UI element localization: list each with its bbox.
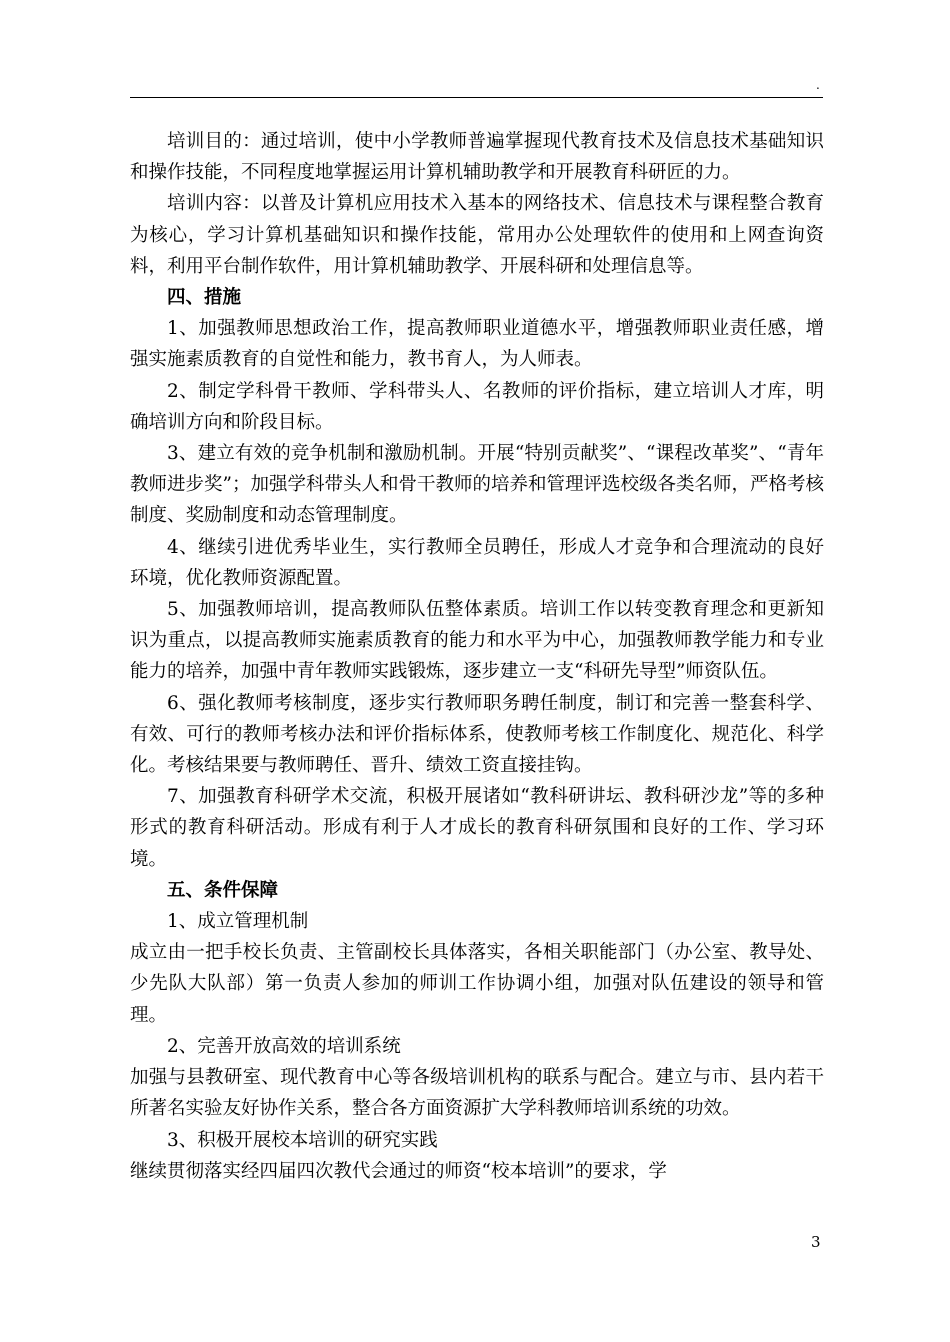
paragraph-training-system: 加强与县教研室、现代教育中心等各级培训机构的联系与配合。建立与市、县内若干所著名实验友好协作关系，整合各方面资源扩大学科教师培训系统的功效。 — [130, 1067, 824, 1120]
paragraph-measure-1: 1、加强教师思想政治工作，提高教师职业道德水平，增强教师职业责任感，增强实施素质教育的自觉性和能力，教书育人，为人师表。 — [130, 318, 824, 371]
paragraph-measure-7: 7、加强教育科研学术交流，积极开展诸如“教科研讲坛、教科研沙龙”等的多种形式的教育科研活动。形成有利于人才成长的教育科研氛围和良好的工作、学习环境。 — [130, 786, 824, 870]
paragraph-measure-4: 4、继续引进优秀毕业生，实行教师全员聘任，形成人才竞争和合理流动的良好环境，优化教师资源配置。 — [130, 536, 824, 589]
document-body — [130, 126, 824, 1187]
paragraph-management-mechanism: 成立由一把手校长负责、主管副校长具体落实，各相关职能部门（办公室、教导处、少先队大队部）第一负责人参加的师训工作协调小组，加强对队伍建设的领导和管理。 — [130, 942, 824, 1026]
paragraph-school-based-training: 继续贯彻落实经四届四次教代会通过的师资“校本培训”的要求，学 — [130, 1160, 667, 1182]
paragraph-measure-3: 3、建立有效的竞争机制和激励机制。开展“特别贡献奖”、“课程改革奖”、“青年教师进步奖”；加强学科带头人和骨干教师的培养和管理评选校级各类名师，严格考核制度、奖励制度和动态管理制度。 — [130, 443, 824, 527]
header-mark: . — [816, 78, 820, 92]
header-rule — [130, 97, 823, 98]
paragraph-training-goal: 培训目的：通过培训，使中小学教师普遍掌握现代教育技术及信息技术基础知识和操作技能，不同程度地掌握运用计算机辅助教学和开展教育科研匠的力。 — [130, 131, 824, 184]
section-heading-measures: 四、措施 — [167, 287, 242, 309]
paragraph-measure-5: 5、加强教师培训，提高教师队伍整体素质。培训工作以转变教育理念和更新知识为重点，以提高教师实施素质教育的能力和水平为中心，加强教师教学能力和专业能力的培养，加强中青年教师实践锻炼，逐步建立一支“科研先导型”师资队伍。 — [130, 599, 824, 683]
paragraph-training-content: 培训内容：以普及计算机应用技术入基本的网络技术、信息技术与课程整合教育为核心，学习计算机基础知识和操作技能，常用办公处理软件的使用和上网查询资料，利用平台制作软件，用计算机辅助教学、开展科研和处理信息等。 — [130, 193, 824, 277]
page-number: 3 — [811, 1233, 821, 1251]
subheading-management-mechanism: 1、成立管理机制 — [167, 911, 309, 933]
subheading-training-system: 2、完善开放高效的培训系统 — [167, 1035, 401, 1057]
section-heading-conditions: 五、条件保障 — [167, 879, 279, 901]
subheading-school-based-training: 3、积极开展校本培训的研究实践 — [167, 1129, 438, 1151]
paragraph-measure-2: 2、制定学科骨干教师、学科带头人、名教师的评价指标，建立培训人才库，明确培训方向和阶段目标。 — [130, 380, 824, 433]
paragraph-measure-6: 6、强化教师考核制度，逐步实行教师职务聘任制度，制订和完善一整套科学、有效、可行的教师考核办法和评价指标体系，使教师考核工作制度化、规范化、科学化。考核结果要与教师聘任、晋升、绩效工资直接挂钩。 — [130, 692, 824, 777]
